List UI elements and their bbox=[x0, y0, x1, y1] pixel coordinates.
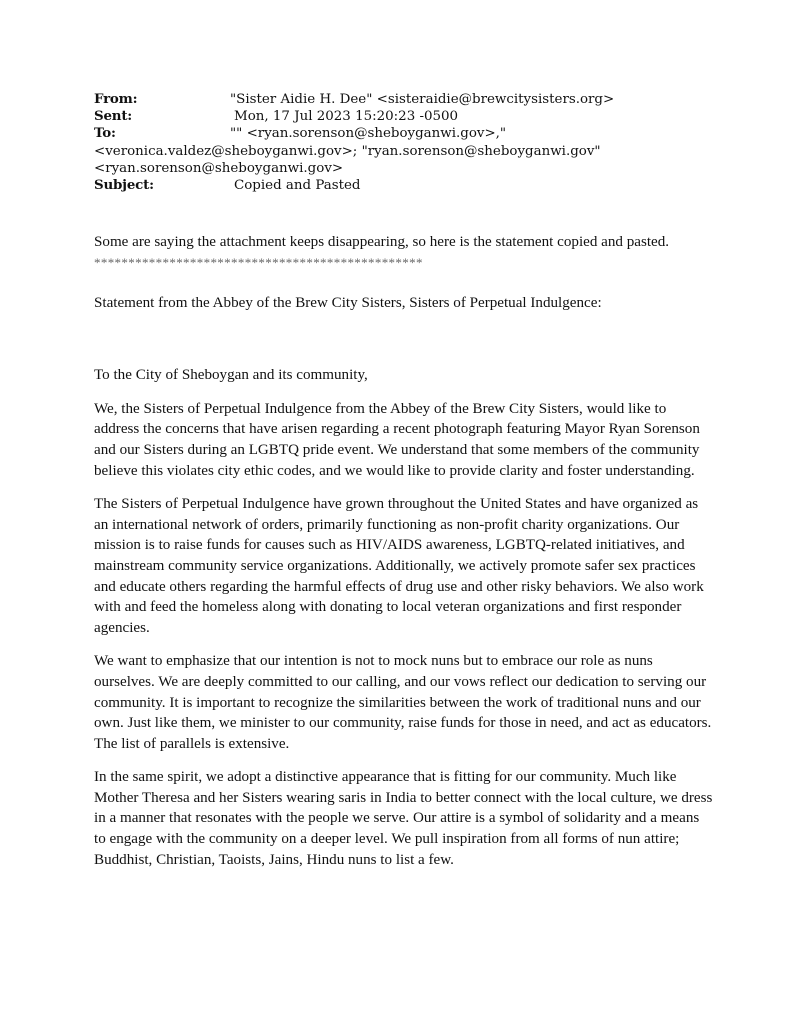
subject-label: Subject: bbox=[94, 177, 154, 194]
subject-row bbox=[94, 177, 714, 194]
to-label: To: bbox=[94, 125, 116, 142]
salutation: To the City of Sheboygan and its community, bbox=[94, 367, 368, 384]
subject-value: Copied and Pasted bbox=[234, 178, 361, 194]
from-value: "Sister Aidie H. Dee" <sisteraidie@brewcitysisters.org> bbox=[230, 92, 615, 107]
paragraph-2: The Sisters of Perpetual Indulgence have grown throughout the United States and have organized as an international network of orders, primarily functioning as non-profit charity organizations. Our mission is to raise funds for causes such as HIV/AIDS awareness, LGBTQ-related initiatives, and mainstream community service organizations. Additionally, we actively promote safer sex practices and educate others regarding the harmful effects of drug use and other risky behaviors. We also work with and feed the homeless along with donating to local veteran organizations and first responder agencies. bbox=[94, 496, 704, 636]
paragraph-3: We want to emphasize that our intention is not to mock nuns but to embrace our role as nuns ourselves. We are deeply committed to our calling, and our vows reflect our dedication to serving our community. It is important to recognize the similarities between the work of traditional nuns and our own. Just like them, we minister to our community, raise funds for those in need, and act as educators. The list of parallels is extensive. bbox=[94, 653, 712, 752]
to-row bbox=[94, 125, 714, 142]
paragraph-1: We, the Sisters of Perpetual Indulgence from the Abbey of the Brew City Sisters, would like to address the concerns that have arisen regarding a recent photograph featuring Mayor Ryan Sorenson and our Sisters during an LGBTQ pride event. We understand that some members of the community believe this violates city ethic codes, and we would like to provide clarity and foster understanding. bbox=[94, 400, 700, 479]
from-label: From: bbox=[94, 91, 138, 107]
separator-line: ************************************************ bbox=[94, 254, 423, 270]
paragraph-4: In the same spirit, we adopt a distinctive appearance that is fitting for our community. Much like Mother Theresa and her Sisters wearing saris in India to better connect with the local culture, we dress in a manner that resonates with the people we serve. Our attire is a symbol of solidarity and a means to engage with the community on a deeper level. We pull inspiration from all forms of nun attire; Buddhist, Christian, Taoists, Jains, Hindu nuns to list a few. bbox=[94, 769, 713, 868]
sent-row bbox=[94, 108, 714, 125]
to-value-line2: <veronica.valdez@sheboyganwi.gov>; "ryan.sorenson@sheboyganwi.gov" bbox=[94, 143, 601, 159]
to-value-line3: <ryan.sorenson@sheboyganwi.gov> bbox=[94, 160, 344, 176]
from-row bbox=[94, 91, 714, 108]
intro-text: Some are saying the attachment keeps disappearing, so here is the statement copied and pasted. bbox=[94, 234, 670, 250]
sent-value: Mon, 17 Jul 2023 15:20:23 -0500 bbox=[234, 109, 459, 125]
email-header bbox=[94, 91, 714, 194]
to-value-line1: "" <ryan.sorenson@sheboyganwi.gov>," bbox=[230, 126, 507, 142]
sent-label: Sent: bbox=[94, 108, 133, 125]
email-body bbox=[94, 232, 714, 870]
statement-title: Statement from the Abbey of the Brew City Sisters, Sisters of Perpetual Indulgence: bbox=[94, 294, 602, 311]
